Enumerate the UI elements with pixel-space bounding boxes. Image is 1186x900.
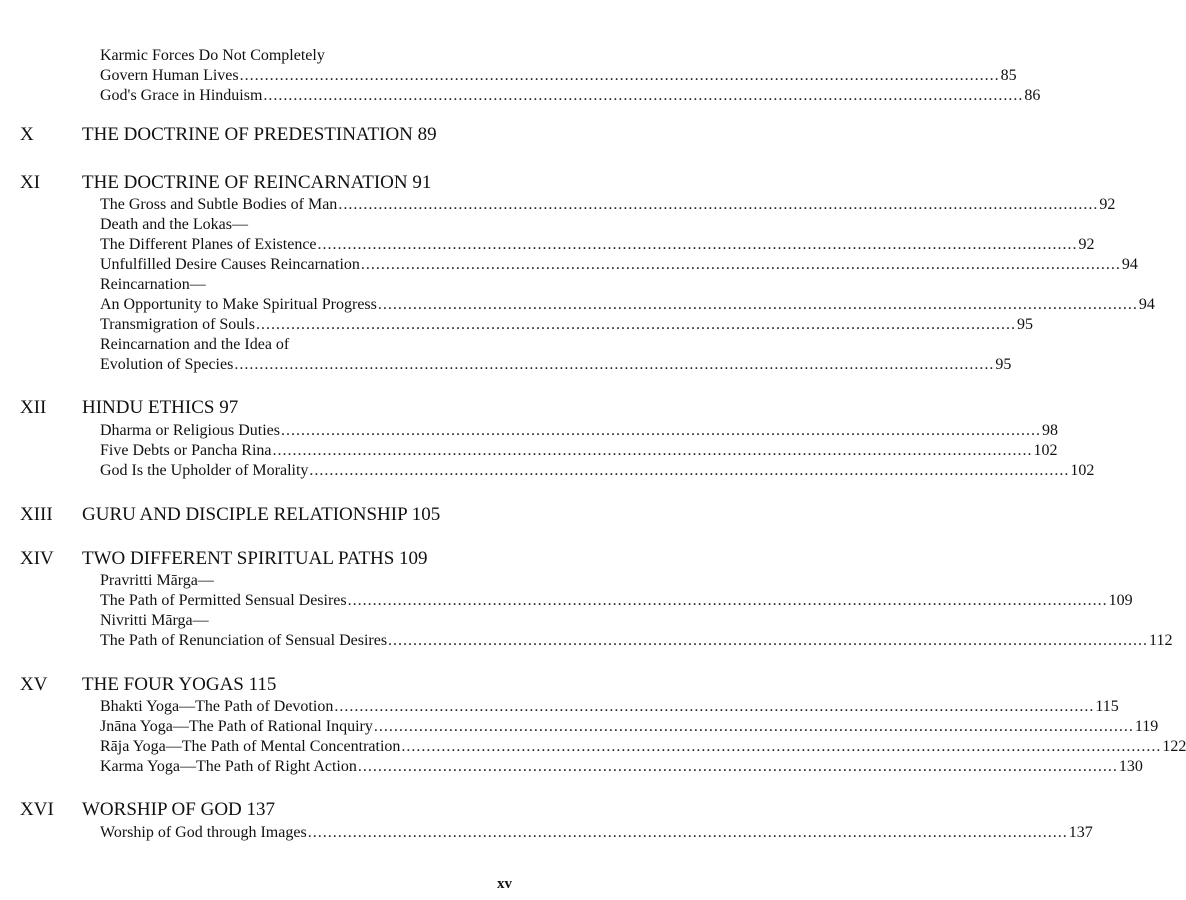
- page-number: 102: [1033, 442, 1058, 459]
- page-number: 92: [1099, 196, 1116, 213]
- leader-dots: ........................................................................................................................................................: [255, 316, 1016, 333]
- toc-entry: [0, 46, 562, 66]
- leader-dots: ........................................................................................................................................................: [377, 296, 1138, 313]
- leader-dots: ........................................................................................................................................................: [234, 356, 995, 373]
- entry-text: Karma Yoga—The Path of Right Action: [100, 758, 357, 775]
- toc-entry: [0, 421, 1058, 441]
- toc-entry: [0, 441, 1058, 461]
- entry-text: Evolution of Species: [100, 356, 234, 373]
- leader-dots: ........................................................................................................................................................: [317, 236, 1078, 253]
- chapter-heading: [20, 504, 540, 526]
- page-number: 109: [1108, 592, 1133, 609]
- page-number: 115: [1095, 698, 1119, 715]
- toc-entry: [0, 335, 562, 355]
- page-number: 112: [1149, 632, 1173, 649]
- page-number: 122: [1162, 738, 1186, 755]
- page-number: 95: [995, 356, 1012, 373]
- toc-entry: [0, 591, 1133, 611]
- page-number: 94: [1138, 296, 1155, 313]
- page-folio: xv: [497, 876, 512, 892]
- entry-text: An Opportunity to Make Spiritual Progress: [100, 296, 377, 313]
- chapter-title: WORSHIP OF GOD 137: [82, 799, 276, 820]
- leader-dots: ........................................................................................................................................................: [347, 592, 1108, 609]
- chapter-heading: [20, 548, 540, 570]
- page-number: 95: [1016, 316, 1033, 333]
- entry-text: Reincarnation—: [100, 276, 206, 293]
- toc-entry: [0, 461, 1095, 481]
- entry-text: Nivritti Mārga—: [100, 612, 209, 629]
- entry-text: Five Debts or Pancha Rina: [100, 442, 272, 459]
- entry-text: Rāja Yoga—The Path of Mental Concentration: [100, 738, 401, 755]
- leader-dots: ........................................................................................................................................................: [388, 632, 1149, 649]
- toc-entry: [0, 631, 1173, 651]
- chapter-title: GURU AND DISCIPLE RELATIONSHIP 105: [82, 504, 441, 525]
- chapter-number: XIII: [20, 504, 53, 525]
- page-number: 94: [1121, 256, 1138, 273]
- entry-text: God Is the Upholder of Morality: [100, 462, 309, 479]
- chapter-number: XIV: [20, 548, 54, 569]
- toc-entry: [0, 195, 1116, 215]
- page-number: 137: [1068, 824, 1093, 841]
- chapter-title: THE DOCTRINE OF PREDESTINATION 89: [82, 124, 437, 145]
- chapter-number: XI: [20, 172, 41, 193]
- entry-text: The Path of Permitted Sensual Desires: [100, 592, 347, 609]
- entry-text: The Gross and Subtle Bodies of Man: [100, 196, 338, 213]
- entry-text: Transmigration of Souls: [100, 316, 255, 333]
- toc-entry: [0, 717, 1159, 737]
- toc-entry: [0, 215, 562, 235]
- page-number: 130: [1118, 758, 1143, 775]
- chapter-heading: [20, 172, 540, 194]
- entry-text: Worship of God through Images: [100, 824, 307, 841]
- page-number: 85: [1000, 67, 1017, 84]
- toc-entry: [0, 611, 562, 631]
- chapter-title: TWO DIFFERENT SPIRITUAL PATHS 109: [82, 548, 428, 569]
- leader-dots: ........................................................................................................................................................: [307, 824, 1068, 841]
- chapter-title: HINDU ETHICS 97: [82, 397, 239, 418]
- toc-entry: [0, 697, 1119, 717]
- entry-text: The Path of Renunciation of Sensual Desires: [100, 632, 388, 649]
- entry-text: Death and the Lokas—: [100, 216, 248, 233]
- leader-dots: ........................................................................................................................................................: [401, 738, 1162, 755]
- toc-entry: [0, 295, 1155, 315]
- toc-entry: [0, 315, 1033, 335]
- leader-dots: ........................................................................................................................................................: [280, 422, 1041, 439]
- chapter-heading: [20, 124, 540, 146]
- page-number: 86: [1024, 87, 1041, 104]
- entry-text: Pravritti Mārga—: [100, 572, 214, 589]
- entry-text: Unfulfilled Desire Causes Reincarnation: [100, 256, 360, 273]
- toc-entry: [0, 823, 1093, 843]
- leader-dots: ........................................................................................................................................................: [263, 87, 1024, 104]
- chapter-number: XII: [20, 397, 47, 418]
- leader-dots: ........................................................................................................................................................: [239, 67, 1000, 84]
- chapter-title: THE DOCTRINE OF REINCARNATION 91: [82, 172, 432, 193]
- leader-dots: ........................................................................................................................................................: [373, 718, 1134, 735]
- entry-text: Reincarnation and the Idea of: [100, 336, 290, 353]
- entry-text: Bhakti Yoga—The Path of Devotion: [100, 698, 334, 715]
- entry-text: God's Grace in Hinduism: [100, 87, 263, 104]
- toc-entry: [0, 737, 1186, 757]
- chapter-heading: [20, 397, 540, 419]
- toc-entry: [0, 757, 1143, 777]
- toc-entry: [0, 86, 1041, 106]
- leader-dots: ........................................................................................................................................................: [334, 698, 1095, 715]
- leader-dots: ........................................................................................................................................................: [360, 256, 1121, 273]
- toc-entry: [0, 66, 1017, 86]
- chapter-number: X: [20, 124, 34, 145]
- entry-text: The Different Planes of Existence: [100, 236, 317, 253]
- entry-text: Jnāna Yoga—The Path of Rational Inquiry: [100, 718, 373, 735]
- toc-entry: [0, 355, 1012, 375]
- entry-text: Karmic Forces Do Not Completely: [100, 47, 325, 64]
- toc-entry: [0, 571, 562, 591]
- leader-dots: ........................................................................................................................................................: [272, 442, 1033, 459]
- leader-dots: ........................................................................................................................................................: [309, 462, 1070, 479]
- toc-entry: [0, 255, 1138, 275]
- page-number: 102: [1070, 462, 1095, 479]
- chapter-number: XVI: [20, 799, 54, 820]
- leader-dots: ........................................................................................................................................................: [338, 196, 1099, 213]
- entry-text: Govern Human Lives: [100, 67, 239, 84]
- page-number: 119: [1134, 718, 1159, 735]
- page-number: 98: [1041, 422, 1058, 439]
- toc-entry: [0, 235, 1095, 255]
- leader-dots: ........................................................................................................................................................: [357, 758, 1118, 775]
- chapter-title: THE FOUR YOGAS 115: [82, 674, 277, 695]
- toc-entry: [0, 275, 562, 295]
- chapter-number: XV: [20, 674, 48, 695]
- page-number: 92: [1078, 236, 1095, 253]
- chapter-heading: [20, 799, 540, 821]
- entry-text: Dharma or Religious Duties: [100, 422, 280, 439]
- chapter-heading: [20, 674, 540, 696]
